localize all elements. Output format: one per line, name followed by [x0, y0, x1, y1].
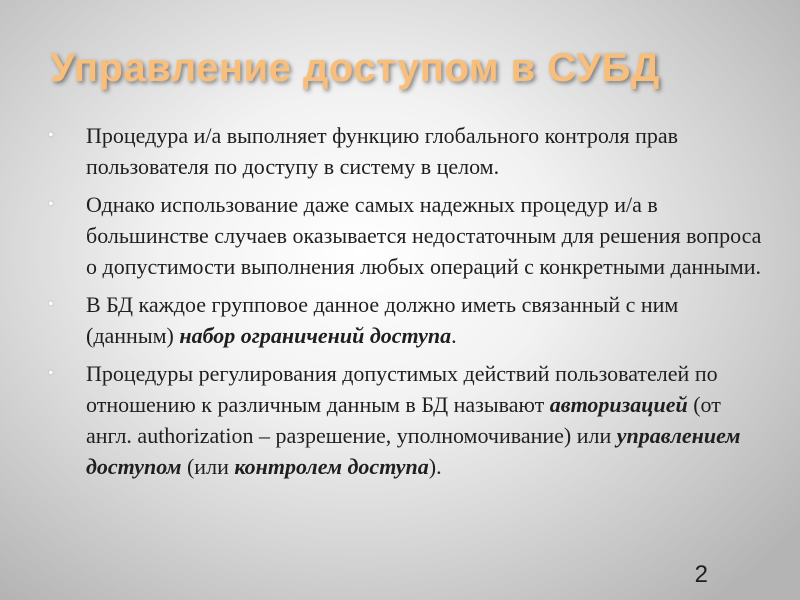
bullet-text: Процедуры регулирования допустимых действий пользователей по отношению к различным данным в БД называют: [86, 361, 718, 417]
emphasized-term: набор ограничений доступа: [179, 323, 452, 348]
bullet-item: [48, 289, 764, 351]
bullet-item: [48, 358, 764, 482]
bullet-icon: •: [48, 196, 54, 213]
bullet-item: [48, 189, 764, 282]
bullet-text: Однако использование даже самых надежных процедур и/а в большинстве случаев оказывается недостаточным для решения вопроса о допустимости выполнения любых операций с конкретными данными.: [86, 192, 762, 279]
bullet-list: [48, 120, 764, 489]
bullet-icon: •: [48, 127, 54, 144]
bullet-text: Процедура и/а выполняет функцию глобального контроля прав пользователя по доступу в систему в целом.: [86, 123, 679, 179]
bullet-item: [48, 120, 764, 182]
bullet-text: .: [451, 323, 457, 348]
bullet-text: (от англ. authorization – разрешение, уполномочивание) или: [86, 392, 721, 448]
bullet-text: В БД каждое групповое данное должно иметь связанный с ним (данным): [86, 292, 679, 348]
bullet-icon: •: [48, 365, 54, 382]
emphasized-term: управлением доступом: [86, 423, 741, 479]
emphasized-term: контролем доступа: [234, 454, 429, 479]
bullet-icon: •: [48, 296, 54, 313]
bullet-text: (или: [181, 454, 235, 479]
slide-title: Управление доступом в СУБД: [50, 46, 660, 90]
bullet-text: ).: [428, 454, 442, 479]
page-number: 2: [694, 561, 708, 588]
emphasized-term: авторизацией: [549, 392, 688, 417]
